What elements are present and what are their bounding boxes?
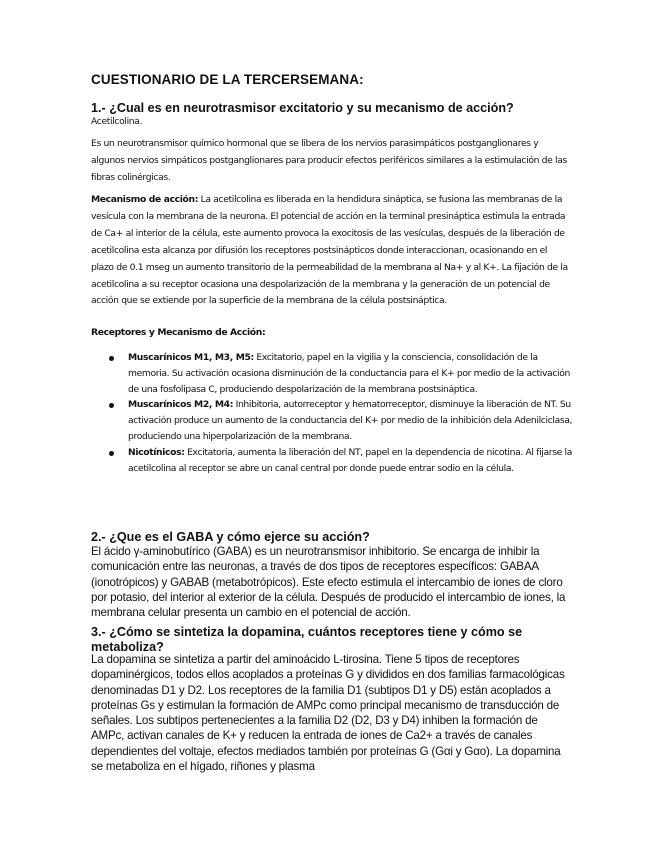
question-2-heading: 2.- ¿Que es el GABA y cómo ejerce su acción? bbox=[91, 530, 370, 544]
list-item bbox=[91, 350, 576, 397]
question-2-answer: El ácido γ-aminobutírico (GABA) es un neurotransmisor inhibitorio. Se encarga de inhibir la comunicación entre las neuronas, a través de dos tipos de receptores específicos: GABAA (ionotrópicos) y GABAB (metabotrópicos). Este efecto estimula el intercambio de iones de cloro por potasio, del interior al exterior de la célula. Después de producido el intercambio de iones, la membrana celular presenta un cambio en el potencial de acción. bbox=[91, 545, 566, 620]
receptor-list bbox=[91, 350, 576, 476]
receptor-description: Excitatorio, papel en la vigilia y la consciencia, consolidación de la memoria. Su activación ocasiona disminución de la conductancia para el K+ por medio de la activación de una fosfolipasa C, produciendo despolarización de la membrana postsináptica. bbox=[128, 352, 570, 395]
list-item bbox=[91, 397, 576, 444]
mechanism-text: La acetilcolina es liberada en la hendidura sináptica, se fusiona las membranas de la vesícula con la membrana de la neurona. El potencial de acción en la terminal presináptica estimula la entrada de Ca+ al interior de la célula, este aumento provoca la exocitosis de las vesículas, después de la liberación de acetilcolina esta alcanza por difusión los receptores postsinápticos donde interaccionan, ocasionando en el plazo de 0.1 mseg un aumento transitorio de la permeabilidad de la membrana al Na+ y al K+. La fijación de la acetilcolina a su receptor ocasiona una despolarización de la membrana y la generación de un potencial de acción que se extiende por la superficie de la membrana de la célula postsináptica. bbox=[91, 194, 568, 307]
acetylcholine-definition: Es un neurotransmisor químico hormonal que se libera de los nervios parasimpáticos postganglionares y algunos nervios simpáticos postganglionares para producir efectos periféricos similares a la estimulación de las fibras colinérgicas. bbox=[91, 138, 567, 183]
receptor-name: Muscarínicos M1, M3, M5: bbox=[128, 352, 254, 363]
receptor-description: Excitatoria, aumenta la liberación del NT, papel en la dependencia de nicotina. Al fijarse la acetilcolina al receptor se abre un canal central por donde puede entrar sodio en la célula. bbox=[128, 446, 572, 474]
receptor-name: Muscarínicos M2, M4: bbox=[128, 399, 234, 411]
mechanism-label: Mecanismo de acción: bbox=[91, 194, 199, 205]
receptor-name: Nicotínicos: bbox=[128, 446, 185, 458]
bullet-icon bbox=[109, 451, 114, 456]
bullet-icon bbox=[109, 403, 114, 408]
question-3-heading: 3.- ¿Cómo se sintetiza la dopamina, cuántos receptores tiene y cómo se metaboliza? bbox=[91, 625, 523, 654]
list-item bbox=[91, 445, 576, 477]
question-1-answer: Acetilcolina. bbox=[91, 116, 143, 127]
mechanism-paragraph bbox=[91, 192, 571, 310]
bullet-icon bbox=[109, 356, 114, 361]
receptor-description: Inhibitoria, autorreceptor y hematorreceptor, disminuye la liberación de NT. Su activación produce un aumento de la conductancia del K+ por medio de la inhibición dela Adenilciclasa, produciendo una hiperpolarización de la membrana. bbox=[128, 399, 573, 442]
receptors-heading: Receptores y Mecanismo de Acción: bbox=[91, 327, 266, 338]
question-1-heading: 1.- ¿Cual es en neurotrasmisor excitatorio y su mecanismo de acción? bbox=[91, 101, 514, 115]
question-3-answer: La dopamina se sintetiza a partir del aminoácido L-tirosina. Tiene 5 tipos de receptores dopaminérgicos, todos ellos acoplados a proteínas G y divididos en dos familias farmacológicas denominadas D1 y D2. Los receptores de la familia D1 (subtipos D1 y D5) están acoplados a proteínas Gs y estimulan la formación de AMPc como principal mecanismo de transducción de señales. Los subtipos pertenecientes a la familia D2 (D2, D3 y D4) inhiben la formación de AMPc, activan canales de K+ y reducen la entrada de iones de Ca2+ a través de canales dependientes del voltaje, efectos mediados también por proteínas G (Gαi y Gαo). La dopamina se metaboliza en el hígado, riñones y plasma bbox=[91, 653, 565, 774]
document-title: CUESTIONARIO DE LA TERCERSEMANA: bbox=[91, 72, 364, 87]
